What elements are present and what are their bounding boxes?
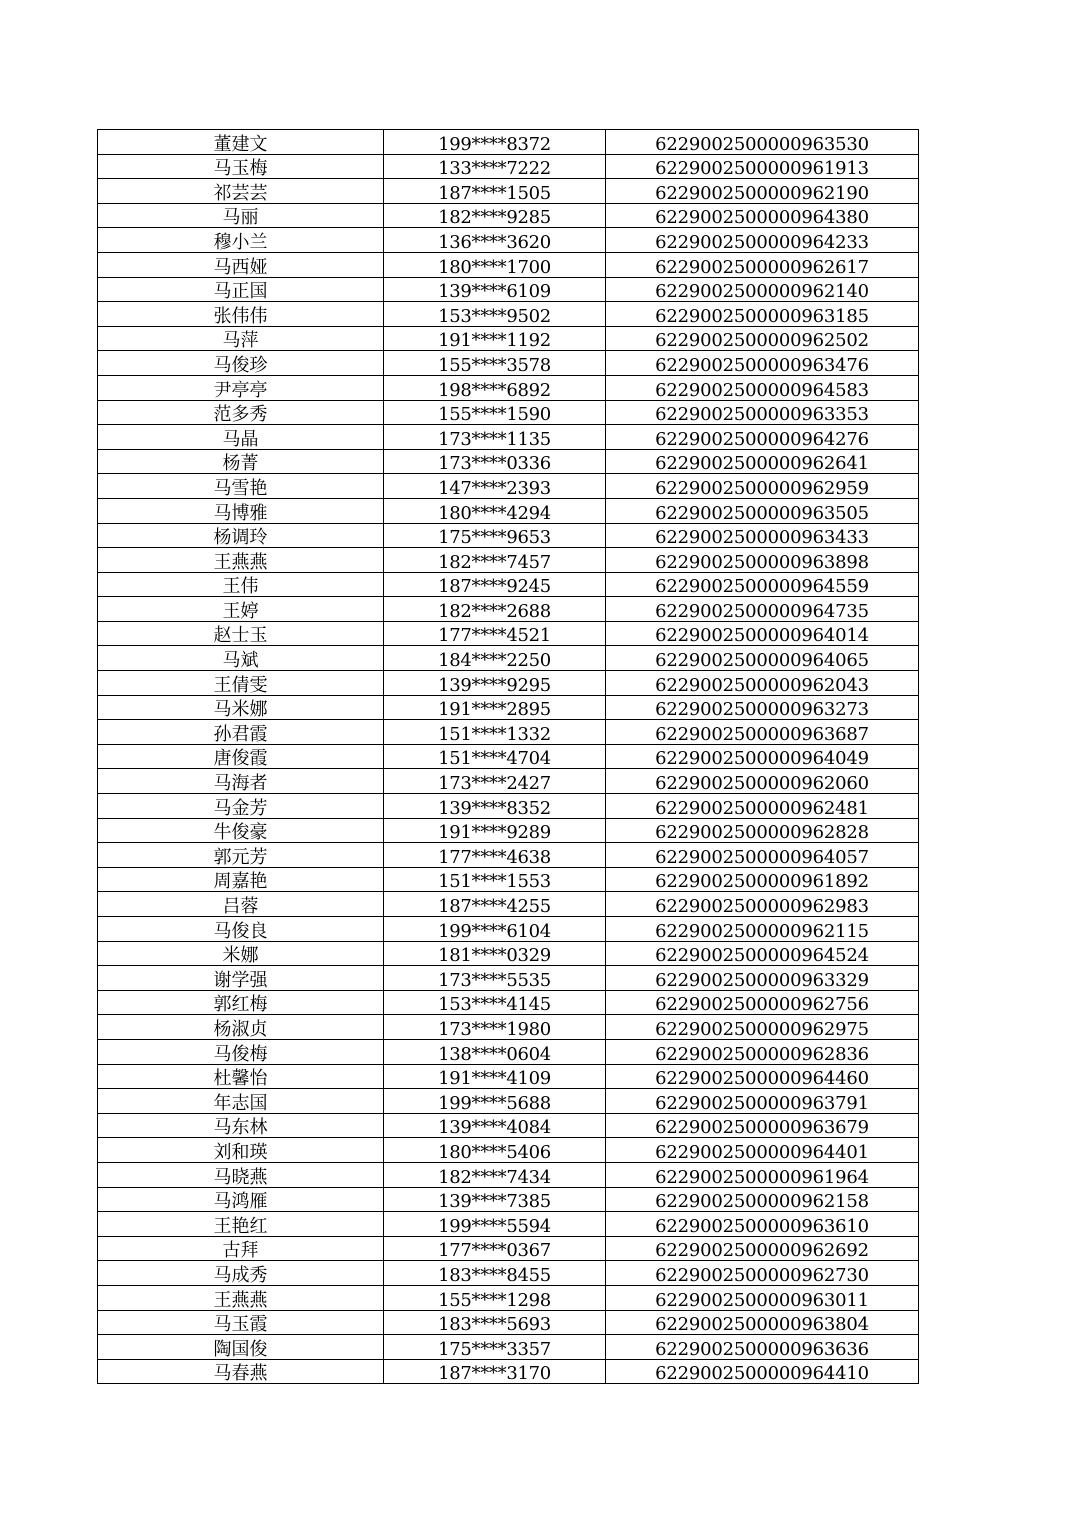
table-row [98, 1261, 919, 1286]
table-row [98, 474, 919, 499]
table-row [98, 326, 919, 351]
phone-cell: 139****6109 [384, 277, 606, 302]
table-row [98, 302, 919, 327]
table-row [98, 621, 919, 646]
name-cell: 孙君霞 [98, 720, 384, 745]
card-number-cell: 6229002500000962043 [606, 671, 919, 696]
phone-cell: 175****3357 [384, 1335, 606, 1360]
card-number-cell: 6229002500000962959 [606, 474, 919, 499]
name-cell: 赵士玉 [98, 621, 384, 646]
card-number-cell: 6229002500000962617 [606, 252, 919, 277]
name-cell: 马俊珍 [98, 351, 384, 376]
name-cell: 马春燕 [98, 1359, 384, 1384]
phone-cell: 177****4638 [384, 843, 606, 868]
table-row [98, 400, 919, 425]
phone-cell: 187****9245 [384, 572, 606, 597]
name-cell: 年志国 [98, 1089, 384, 1114]
phone-cell: 182****7457 [384, 548, 606, 573]
name-cell: 王艳红 [98, 1212, 384, 1237]
name-cell: 杜馨怡 [98, 1064, 384, 1089]
name-cell: 牛俊豪 [98, 818, 384, 843]
table-row [98, 1359, 919, 1384]
name-cell: 王倩雯 [98, 671, 384, 696]
table-row [98, 375, 919, 400]
table-row [98, 523, 919, 548]
name-cell: 古拜 [98, 1236, 384, 1261]
phone-cell: 151****1553 [384, 867, 606, 892]
table-row [98, 794, 919, 819]
card-number-cell: 6229002500000963687 [606, 720, 919, 745]
phone-cell: 139****7385 [384, 1187, 606, 1212]
phone-cell: 180****4294 [384, 498, 606, 523]
table-row [98, 941, 919, 966]
card-number-cell: 6229002500000964233 [606, 228, 919, 253]
card-number-cell: 6229002500000963329 [606, 966, 919, 991]
table-row [98, 1162, 919, 1187]
phone-cell: 155****3578 [384, 351, 606, 376]
name-cell: 马米娜 [98, 695, 384, 720]
card-number-cell: 6229002500000963804 [606, 1310, 919, 1335]
card-number-cell: 6229002500000964049 [606, 744, 919, 769]
name-cell: 尹亭亭 [98, 375, 384, 400]
table-row [98, 1285, 919, 1310]
card-number-cell: 6229002500000963505 [606, 498, 919, 523]
name-cell: 马金芳 [98, 794, 384, 819]
table-row [98, 818, 919, 843]
table-row [98, 1187, 919, 1212]
phone-cell: 153****9502 [384, 302, 606, 327]
card-number-cell: 6229002500000962115 [606, 917, 919, 942]
name-cell: 马丽 [98, 203, 384, 228]
name-cell: 马晶 [98, 425, 384, 450]
name-cell: 吕蓉 [98, 892, 384, 917]
table-row [98, 351, 919, 376]
phone-cell: 183****5693 [384, 1310, 606, 1335]
card-number-cell: 6229002500000963530 [606, 130, 919, 155]
phone-cell: 191****4109 [384, 1064, 606, 1089]
table-row [98, 843, 919, 868]
phone-cell: 177****4521 [384, 621, 606, 646]
phone-cell: 181****0329 [384, 941, 606, 966]
name-cell: 马俊良 [98, 917, 384, 942]
card-number-cell: 6229002500000963273 [606, 695, 919, 720]
card-number-cell: 6229002500000962756 [606, 990, 919, 1015]
card-number-cell: 6229002500000962481 [606, 794, 919, 819]
name-cell: 郭元芳 [98, 843, 384, 868]
card-number-cell: 6229002500000963791 [606, 1089, 919, 1114]
card-number-cell: 6229002500000963636 [606, 1335, 919, 1360]
table-row [98, 548, 919, 573]
table-row [98, 130, 919, 155]
name-cell: 马玉霞 [98, 1310, 384, 1335]
card-number-cell: 6229002500000962836 [606, 1039, 919, 1064]
card-number-cell: 6229002500000963433 [606, 523, 919, 548]
name-cell: 马东林 [98, 1113, 384, 1138]
phone-cell: 133****7222 [384, 154, 606, 179]
phone-cell: 198****6892 [384, 375, 606, 400]
name-cell: 郭红梅 [98, 990, 384, 1015]
roster-table [97, 129, 919, 1384]
name-cell: 杨调玲 [98, 523, 384, 548]
name-cell: 王燕燕 [98, 548, 384, 573]
phone-cell: 187****1505 [384, 179, 606, 204]
table-row [98, 769, 919, 794]
phone-cell: 173****1980 [384, 1015, 606, 1040]
name-cell: 杨淑贞 [98, 1015, 384, 1040]
table-row [98, 597, 919, 622]
name-cell: 周嘉艳 [98, 867, 384, 892]
table-row [98, 1039, 919, 1064]
name-cell: 马俊梅 [98, 1039, 384, 1064]
table-row [98, 646, 919, 671]
card-number-cell: 6229002500000963353 [606, 400, 919, 425]
name-cell: 马博雅 [98, 498, 384, 523]
name-cell: 马晓燕 [98, 1162, 384, 1187]
name-cell: 马成秀 [98, 1261, 384, 1286]
phone-cell: 173****2427 [384, 769, 606, 794]
card-number-cell: 6229002500000962190 [606, 179, 919, 204]
table-row [98, 1113, 919, 1138]
name-cell: 马海者 [98, 769, 384, 794]
card-number-cell: 6229002500000964524 [606, 941, 919, 966]
card-number-cell: 6229002500000963898 [606, 548, 919, 573]
table-row [98, 277, 919, 302]
table-row [98, 203, 919, 228]
name-cell: 陶国俊 [98, 1335, 384, 1360]
table-row [98, 1310, 919, 1335]
name-cell: 张伟伟 [98, 302, 384, 327]
name-cell: 米娜 [98, 941, 384, 966]
table-row [98, 720, 919, 745]
name-cell: 谢学强 [98, 966, 384, 991]
table-row [98, 425, 919, 450]
name-cell: 刘和瑛 [98, 1138, 384, 1163]
table-row [98, 449, 919, 474]
card-number-cell: 6229002500000964410 [606, 1359, 919, 1384]
name-cell: 马西娅 [98, 252, 384, 277]
card-number-cell: 6229002500000964735 [606, 597, 919, 622]
table-row [98, 179, 919, 204]
phone-cell: 175****9653 [384, 523, 606, 548]
table-row [98, 1015, 919, 1040]
name-cell: 马鸿雁 [98, 1187, 384, 1212]
table-row [98, 252, 919, 277]
card-number-cell: 6229002500000962641 [606, 449, 919, 474]
card-number-cell: 6229002500000963011 [606, 1285, 919, 1310]
phone-cell: 151****1332 [384, 720, 606, 745]
table-row [98, 990, 919, 1015]
phone-cell: 187****4255 [384, 892, 606, 917]
table-row [98, 744, 919, 769]
phone-cell: 139****4084 [384, 1113, 606, 1138]
table-row [98, 498, 919, 523]
card-number-cell: 6229002500000964583 [606, 375, 919, 400]
name-cell: 穆小兰 [98, 228, 384, 253]
table-row [98, 695, 919, 720]
name-cell: 范多秀 [98, 400, 384, 425]
card-number-cell: 6229002500000962828 [606, 818, 919, 843]
phone-cell: 184****2250 [384, 646, 606, 671]
card-number-cell: 6229002500000962975 [606, 1015, 919, 1040]
table-row [98, 1335, 919, 1360]
phone-cell: 199****5594 [384, 1212, 606, 1237]
card-number-cell: 6229002500000962158 [606, 1187, 919, 1212]
phone-cell: 155****1298 [384, 1285, 606, 1310]
phone-cell: 191****9289 [384, 818, 606, 843]
phone-cell: 151****4704 [384, 744, 606, 769]
card-number-cell: 6229002500000961892 [606, 867, 919, 892]
phone-cell: 139****9295 [384, 671, 606, 696]
card-number-cell: 6229002500000963679 [606, 1113, 919, 1138]
phone-cell: 177****0367 [384, 1236, 606, 1261]
card-number-cell: 6229002500000961913 [606, 154, 919, 179]
table-row [98, 228, 919, 253]
phone-cell: 153****4145 [384, 990, 606, 1015]
table-row [98, 671, 919, 696]
phone-cell: 182****7434 [384, 1162, 606, 1187]
name-cell: 马玉梅 [98, 154, 384, 179]
card-number-cell: 6229002500000962502 [606, 326, 919, 351]
table-row [98, 572, 919, 597]
card-number-cell: 6229002500000962692 [606, 1236, 919, 1261]
name-cell: 董建文 [98, 130, 384, 155]
card-number-cell: 6229002500000963610 [606, 1212, 919, 1237]
phone-cell: 199****5688 [384, 1089, 606, 1114]
card-number-cell: 6229002500000962060 [606, 769, 919, 794]
card-number-cell: 6229002500000964559 [606, 572, 919, 597]
card-number-cell: 6229002500000962140 [606, 277, 919, 302]
phone-cell: 173****0336 [384, 449, 606, 474]
phone-cell: 199****6104 [384, 917, 606, 942]
name-cell: 王燕燕 [98, 1285, 384, 1310]
phone-cell: 155****1590 [384, 400, 606, 425]
name-cell: 马雪艳 [98, 474, 384, 499]
phone-cell: 147****2393 [384, 474, 606, 499]
table-row [98, 154, 919, 179]
table-row [98, 892, 919, 917]
roster-table-body [98, 130, 919, 1384]
phone-cell: 136****3620 [384, 228, 606, 253]
card-number-cell: 6229002500000964276 [606, 425, 919, 450]
phone-cell: 180****5406 [384, 1138, 606, 1163]
table-row [98, 1236, 919, 1261]
card-number-cell: 6229002500000964057 [606, 843, 919, 868]
table-row [98, 917, 919, 942]
phone-cell: 191****2895 [384, 695, 606, 720]
table-row [98, 1064, 919, 1089]
table-row [98, 1212, 919, 1237]
name-cell: 杨菁 [98, 449, 384, 474]
phone-cell: 173****1135 [384, 425, 606, 450]
card-number-cell: 6229002500000964380 [606, 203, 919, 228]
name-cell: 马正国 [98, 277, 384, 302]
phone-cell: 180****1700 [384, 252, 606, 277]
card-number-cell: 6229002500000961964 [606, 1162, 919, 1187]
name-cell: 马萍 [98, 326, 384, 351]
phone-cell: 173****5535 [384, 966, 606, 991]
phone-cell: 187****3170 [384, 1359, 606, 1384]
table-row [98, 966, 919, 991]
phone-cell: 183****8455 [384, 1261, 606, 1286]
card-number-cell: 6229002500000964460 [606, 1064, 919, 1089]
table-row [98, 1089, 919, 1114]
phone-cell: 191****1192 [384, 326, 606, 351]
card-number-cell: 6229002500000962983 [606, 892, 919, 917]
card-number-cell: 6229002500000964014 [606, 621, 919, 646]
phone-cell: 199****8372 [384, 130, 606, 155]
card-number-cell: 6229002500000964065 [606, 646, 919, 671]
name-cell: 马斌 [98, 646, 384, 671]
name-cell: 王伟 [98, 572, 384, 597]
name-cell: 王婷 [98, 597, 384, 622]
name-cell: 祁芸芸 [98, 179, 384, 204]
phone-cell: 182****2688 [384, 597, 606, 622]
phone-cell: 139****8352 [384, 794, 606, 819]
card-number-cell: 6229002500000963476 [606, 351, 919, 376]
name-cell: 唐俊霞 [98, 744, 384, 769]
phone-cell: 182****9285 [384, 203, 606, 228]
card-number-cell: 6229002500000963185 [606, 302, 919, 327]
phone-cell: 138****0604 [384, 1039, 606, 1064]
table-row [98, 867, 919, 892]
table-row [98, 1138, 919, 1163]
card-number-cell: 6229002500000964401 [606, 1138, 919, 1163]
card-number-cell: 6229002500000962730 [606, 1261, 919, 1286]
